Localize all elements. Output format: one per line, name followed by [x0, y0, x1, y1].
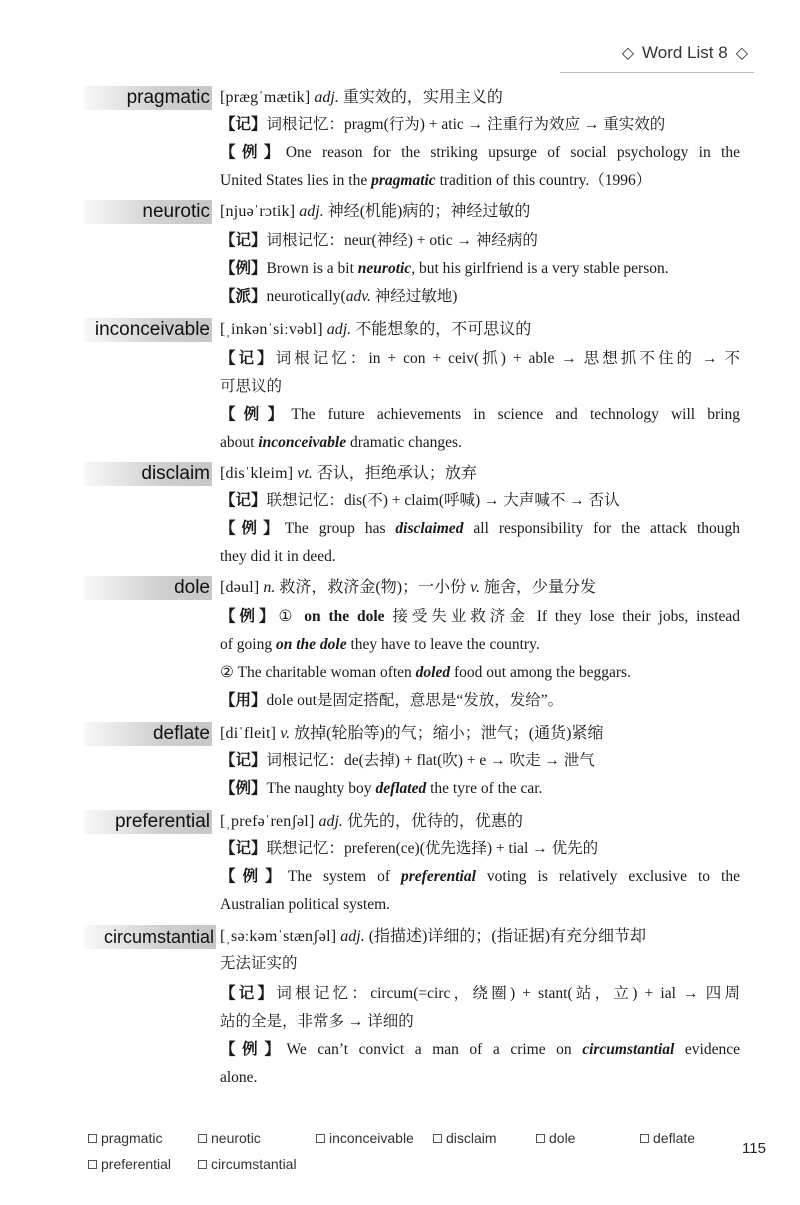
memory-line-cont: 站的全是，非常多 → 详细的 — [220, 1013, 414, 1030]
definition-line: [ˌinkənˈsiːvəbl] adj. 不能想象的，不可思议的 — [220, 321, 532, 338]
example-line: 【例】Brown is a bit neurotic, but his girlfriend is a very stable person. — [220, 260, 669, 277]
memory-line-cont: 可思议的 — [220, 378, 283, 395]
page-header — [622, 40, 748, 66]
example-line: about inconceivable dramatic changes. — [220, 434, 462, 451]
example-line: 【例】The group has disclaimed all responsibility for the attack though — [220, 520, 741, 537]
checkbox-icon[interactable] — [640, 1134, 649, 1143]
headword: deflate — [84, 722, 212, 746]
example-line: 【例】We can’t convict a man of a crime on circumstantial evidence — [220, 1041, 740, 1058]
checkbox-icon[interactable] — [536, 1134, 545, 1143]
memory-line: 【记】词根记忆：neur(神经) + otic → 神经病的 — [220, 232, 538, 249]
example-line: alone. — [220, 1069, 258, 1086]
memory-line: 【记】词根记忆：de(去掉) + flat(吹) + e → 吹走 → 泄气 — [220, 752, 595, 769]
checklist-item[interactable]: disclaim — [433, 1130, 497, 1146]
memory-line: 【记】词根记忆：pragm(行为) + atic → 注重行为效应 → 重实效的 — [220, 116, 666, 133]
memory-line: 【记】词根记忆：circum(=circ，绕圈) + stant(站，立) + ial → 四周 — [220, 985, 740, 1002]
definition-line: [disˈkleim] vt. 否认，拒绝承认；放弃 — [220, 465, 477, 482]
checkbox-icon[interactable] — [88, 1134, 97, 1143]
example-line: they did it in deed. — [220, 548, 336, 565]
diamond-icon: ◇ — [621, 45, 635, 62]
pronunciation: [prægˈmætik] — [220, 89, 311, 106]
checklist-item[interactable]: inconceivable — [316, 1130, 414, 1146]
example-line: 【例】One reason for the striking upsurge of social psychology in the — [220, 144, 740, 161]
checkbox-icon[interactable] — [316, 1134, 325, 1143]
definition-line: [dəul] n. 救济，救济金(物)；一小份 v. 施舍，少量分发 — [220, 579, 597, 596]
meaning: 重实效的，实用主义的 — [342, 89, 503, 106]
derived-line: 【派】neurotically(adv. 神经过敏地) — [220, 288, 458, 305]
example-line: ② The charitable woman often doled food out among the beggars. — [220, 664, 631, 681]
part-of-speech: adj. — [314, 89, 339, 106]
example-line: 【例】The naughty boy deflated the tyre of the car. — [220, 780, 543, 797]
diamond-icon: ◇ — [735, 45, 748, 62]
checklist-item[interactable]: pragmatic — [88, 1130, 162, 1146]
checklist-item[interactable]: neurotic — [198, 1130, 261, 1146]
example-line: 【例】① on the dole 接受失业救济金 If they lose their jobs, instead — [220, 608, 741, 625]
checklist-item[interactable]: preferential — [88, 1156, 171, 1172]
header-divider — [560, 72, 754, 73]
usage-line: 【用】dole out是固定搭配，意思是“发放，发给”。 — [220, 692, 564, 709]
headword: inconceivable — [84, 318, 212, 342]
headword: neurotic — [84, 200, 212, 224]
meaning-cont: 无法证实的 — [220, 955, 298, 972]
checklist-item[interactable]: deflate — [640, 1130, 695, 1146]
checklist-item[interactable]: circumstantial — [198, 1156, 297, 1172]
headword: pragmatic — [84, 86, 212, 110]
headword: preferential — [84, 810, 212, 834]
headword: dole — [84, 576, 212, 600]
checkbox-icon[interactable] — [198, 1160, 207, 1169]
example-line: of going on the dole they have to leave the country. — [220, 636, 540, 653]
page-number: 115 — [742, 1140, 766, 1157]
definition-line: [diˈfleit] v. 放掉(轮胎等)的气；缩小；泄气；(通货)紧缩 — [220, 725, 604, 742]
checkbox-icon[interactable] — [88, 1160, 97, 1169]
headword: circumstantial — [84, 925, 216, 949]
checkbox-icon[interactable] — [433, 1134, 442, 1143]
definition-line — [220, 86, 503, 110]
checklist-item[interactable]: dole — [536, 1130, 575, 1146]
example-line: 【例】The future achievements in science and technology will bring — [220, 406, 740, 423]
definition-line: [ˌprefəˈrenʃəl] adj. 优先的，优待的，优惠的 — [220, 813, 523, 830]
example-line: United States lies in the pragmatic tradition of this country.（1996） — [220, 172, 652, 189]
word-list-title: Word List 8 — [642, 43, 728, 62]
memory-line: 【记】联想记忆：preferen(ce)(优先选择) + tial → 优先的 — [220, 840, 599, 857]
memory-line: 【记】词根记忆：in + con + ceiv(抓) + able → 思想抓不住的 → 不 — [220, 350, 740, 367]
example-line: 【例】The system of preferential voting is relatively exclusive to the — [220, 868, 740, 885]
example-line: Australian political system. — [220, 896, 391, 913]
definition-line: [njuəˈrɔtik] adj. 神经(机能)病的；神经过敏的 — [220, 203, 531, 220]
definition-line: [ˌsəːkəmˈstænʃəl] adj. (指描述)详细的；(指证据)有充分细节却 — [220, 928, 647, 945]
headword: disclaim — [84, 462, 212, 486]
memory-line: 【记】联想记忆：dis(不) + claim(呼喊) → 大声喊不 → 否认 — [220, 492, 620, 509]
checkbox-icon[interactable] — [198, 1134, 207, 1143]
